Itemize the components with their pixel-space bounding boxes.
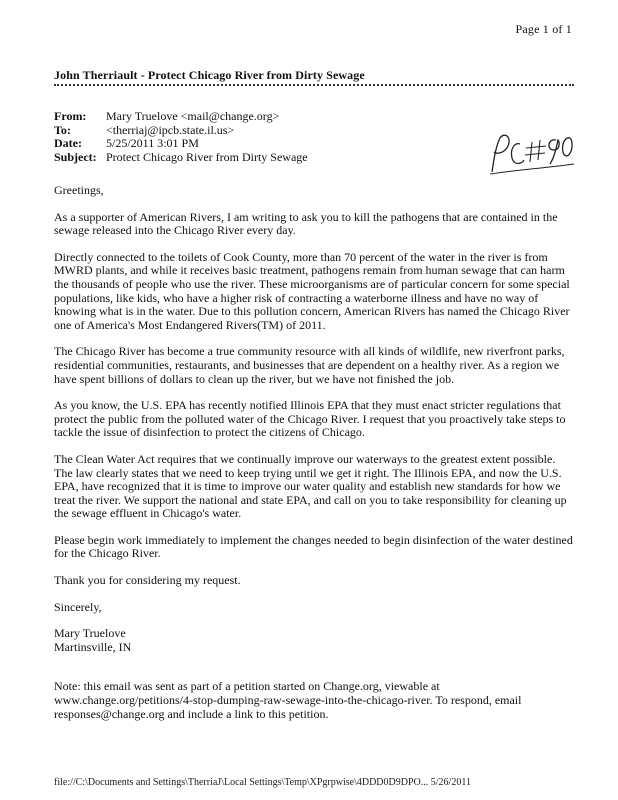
sender-name: Mary Truelove bbox=[54, 626, 126, 641]
email-body bbox=[54, 184, 576, 734]
date-value: 5/25/2011 3:01 PM bbox=[106, 136, 199, 150]
email-header-block bbox=[54, 110, 308, 164]
body-paragraph: Please begin work immediately to implement the changes needed to begin disinfection of the water destined for the Chicago River. bbox=[54, 532, 573, 561]
greeting: Greetings, bbox=[54, 183, 104, 197]
page-number: Page 1 of 1 bbox=[515, 22, 572, 36]
to-row bbox=[54, 124, 308, 138]
from-value: Mary Truelove <mail@change.org> bbox=[106, 109, 280, 123]
body-paragraph: As you know, the U.S. EPA has recently notified Illinois EPA that they must enact stricter regulations that protect the public from the polluted water of the Chicago River. I request that you proactively take steps to tackle the issue of disinfection to protect the citizens of Chicago. bbox=[54, 398, 566, 440]
from-row bbox=[54, 110, 308, 124]
sender-block bbox=[54, 627, 576, 654]
body-paragraph: The Clean Water Act requires that we continually improve our waterways to the greatest extent possible. The law clearly states that we need to keep trying until we get it right. The Illinois EPA, and now the U.S. EPA, have recognized that it is time to improve our water quality and establish new standards for how we treat the river. We support the national and state EPA, and call on you to take responsibility for cleaning up the sewage effluent in Chicago's water. bbox=[54, 451, 567, 521]
from-label: From: bbox=[54, 109, 87, 123]
sender-location: Martinsville, IN bbox=[54, 639, 132, 654]
date-label: Date: bbox=[54, 136, 82, 150]
subject-label: Subject: bbox=[54, 149, 97, 164]
body-paragraph: As a supporter of American Rivers, I am writing to ask you to kill the pathogens that are contained in the sewage released into the Chicago River every day. bbox=[54, 209, 558, 238]
email-subject-title: John Therriault - Protect Chicago River from Dirty Sewage bbox=[54, 68, 365, 82]
to-value: <therriaj@ipcb.state.il.us> bbox=[106, 122, 235, 137]
body-paragraph: Directly connected to the toilets of Cook County, more than 70 percent of the water in the river is from MWRD plants, and while it receives basic treatment, pathogens remain from human sewage that can harm the thousands of people who use the river. These microorganisms are of particular concern for some special populations, like kids, who have a higher risk of contracting a waterborne illness and have no way of knowing what is in the water. Due to this pollution concern, American Rivers has named the Chicago River one of America's Most Endangered Rivers(TM) of 2011. bbox=[54, 249, 570, 332]
subject-value: Protect Chicago River from Dirty Sewage bbox=[106, 149, 308, 164]
subject-row bbox=[54, 151, 308, 165]
footer-file-path: file://C:\Documents and Settings\TherriaJ\Local Settings\Temp\XPgrpwise\4DDD0D9DPO... 5/26/2011 bbox=[54, 777, 471, 788]
closing: Sincerely, bbox=[54, 599, 102, 614]
handwritten-pc-number-signature bbox=[486, 128, 576, 178]
header-divider bbox=[54, 84, 574, 86]
body-paragraph: The Chicago River has become a true community resource with all kinds of wildlife, new riverfront parks, residential communities, restaurants, and businesses that are dependent on a healthy river. As a region we have spent billions of dollars to clean up the river, but we have not finished the job. bbox=[54, 344, 565, 386]
body-paragraph: Thank you for considering my request. bbox=[54, 573, 241, 588]
date-row bbox=[54, 137, 308, 151]
to-label: To: bbox=[54, 122, 71, 137]
petition-note: Note: this email was sent as part of a petition started on Change.org, viewable at www.change.org/petitions/4-stop-dumping-raw-sewage-into-the-chicago-river. To respond, email responses@change.org and include a link to this petition. bbox=[54, 679, 522, 721]
